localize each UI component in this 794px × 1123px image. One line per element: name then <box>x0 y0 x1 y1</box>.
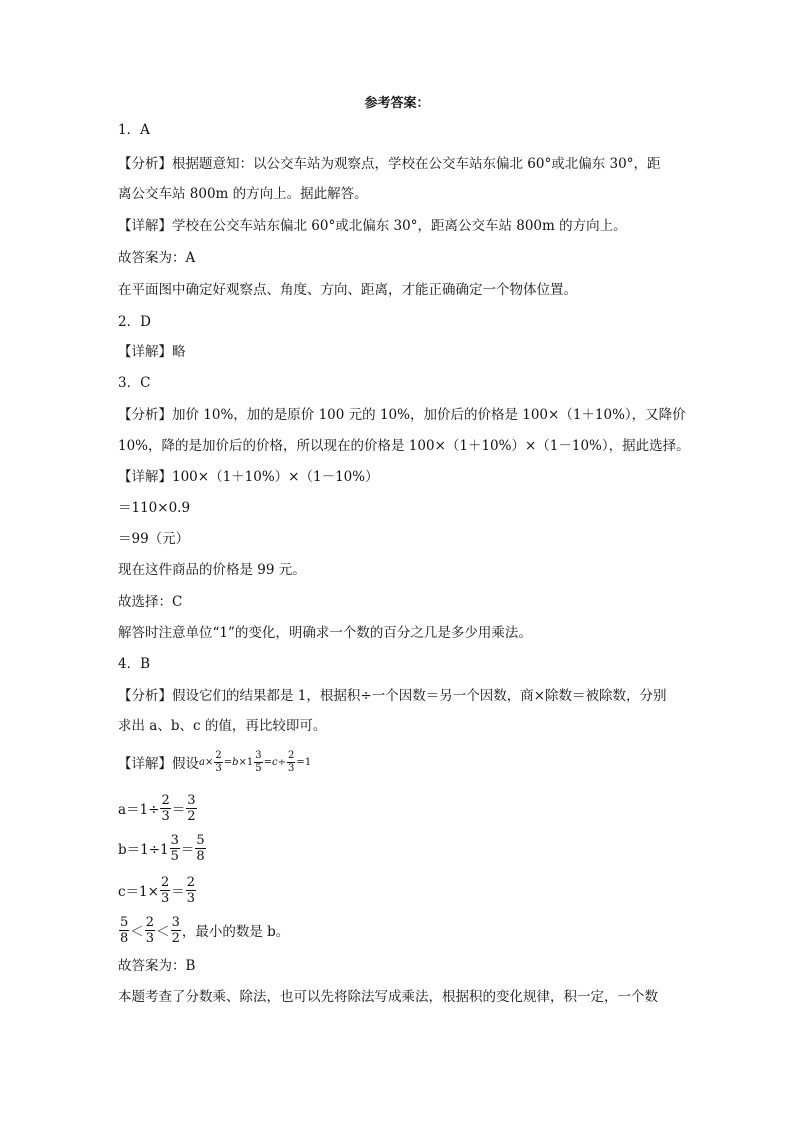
q2-answer: 2．D <box>118 314 151 330</box>
q3-result: 现在这件商品的价格是 99 元。 <box>118 562 306 578</box>
line-c-lhs: c＝1× <box>118 884 159 900</box>
q4-comparison <box>118 910 289 950</box>
fraction: $\frac{2}{3}$ <box>161 792 170 824</box>
q4-answer: 4．B <box>118 656 151 672</box>
q3-note: 解答时注意单位“1”的变化，明确求一个数的百分之几是多少用乘法。 <box>118 625 532 641</box>
q4-line-c <box>118 870 197 910</box>
q3-answer: 3．C <box>118 375 151 391</box>
q3-conclusion: 故选择：C <box>118 594 183 610</box>
less-than-sign: ＜ <box>130 924 144 940</box>
fraction-result: $\frac{3}{2}$ <box>187 792 196 824</box>
q1-conclusion: 故答案为：A <box>118 250 196 266</box>
times-sign: × <box>204 756 214 768</box>
var-a: a <box>199 756 205 768</box>
equals-sign: ＝ <box>180 842 195 858</box>
equals-sign: ＝ <box>171 802 186 818</box>
q4-note: 本题考查了分数乘、除法，也可以先将除法写成乘法，根据积的变化规律，积一定，一个数 <box>118 989 658 1005</box>
q3-detail: 【详解】100×（1＋10%）×（1－10%） <box>118 469 379 485</box>
q4-line-b <box>118 828 207 868</box>
fraction-two-thirds: $\frac{2}{3}$ <box>145 914 155 946</box>
q3-analysis-line-2: 10%，降的是加价后的价格，所以现在的价格是 100×（1＋10%）×（1－10%），据此选择。 <box>118 438 690 454</box>
fraction-five-eighths: $\frac{5}{8}$ <box>120 914 129 946</box>
q1-detail: 【详解】学校在公交车站东偏北 60°或北偏东 30°，距离公交车站 800m 的方向上。 <box>118 218 627 234</box>
q3-step-1: ＝110×0.9 <box>118 500 191 516</box>
q4-detail-assumption <box>118 744 311 780</box>
fraction-three-halves: $\frac{3}{2}$ <box>171 914 180 946</box>
q2-detail: 【详解】略 <box>118 344 186 360</box>
q1-note: 在平面图中确定好观察点、角度、方向、距离，才能正确确定一个物体位置。 <box>118 282 577 298</box>
equals-sign: = <box>296 756 305 768</box>
fraction: $\frac{3}{5}$ <box>170 832 179 864</box>
line-a-lhs: a＝1÷ <box>118 802 160 818</box>
equals-sign: = <box>223 756 233 768</box>
fraction-three-fifths: $\frac{3}{5}$ <box>255 749 262 774</box>
comparison-tail: ，最小的数是 b。 <box>181 924 290 940</box>
q3-analysis-line-1: 【分析】加价 10%，加的是原价 100 元的 10%，加价后的价格是 100×（1＋10%），又降价 <box>118 407 686 423</box>
q3-step-2: ＝99（元） <box>118 531 190 547</box>
fraction-result: $\frac{2}{3}$ <box>186 874 196 906</box>
times-one-sign: ×1 <box>238 756 254 768</box>
q4-conclusion: 故答案为：B <box>118 958 196 974</box>
fraction: $\frac{2}{3}$ <box>160 874 170 906</box>
q4-analysis-line-1: 【分析】假设它们的结果都是 1，根据积÷一个因数＝另一个因数，商×除数＝被除数，分别 <box>118 688 667 704</box>
var-b: b <box>232 756 239 768</box>
q4-analysis-line-2: 求出 a、b、c 的值，再比较即可。 <box>118 718 327 734</box>
line-b-lhs: b＝1÷1 <box>118 842 169 858</box>
fraction-two-thirds: $\frac{2}{3}$ <box>215 749 222 774</box>
q4-detail-prefix: 【详解】假设 <box>118 756 199 772</box>
q1-answer: 1．A <box>118 122 150 138</box>
fraction-two-thirds: $\frac{2}{3}$ <box>288 749 295 774</box>
var-c: c <box>272 756 278 768</box>
q1-analysis-line-2: 离公交车站 800m 的方向上。据此解答。 <box>118 186 368 202</box>
less-than-sign: ＜ <box>156 924 170 940</box>
equals-sign: ＝ <box>171 884 185 900</box>
divide-sign: ÷ <box>277 756 287 768</box>
fraction-result: $\frac{5}{8}$ <box>196 832 205 864</box>
value-one: 1 <box>304 756 312 768</box>
page-title: 参考答案： <box>364 96 430 111</box>
q1-analysis-line-1: 【分析】根据题意知：以公交车站为观察点，学校在公交车站东偏北 60°或北偏东 30°，距 <box>118 156 661 172</box>
equals-sign: = <box>263 756 273 768</box>
q4-line-a <box>118 788 198 828</box>
